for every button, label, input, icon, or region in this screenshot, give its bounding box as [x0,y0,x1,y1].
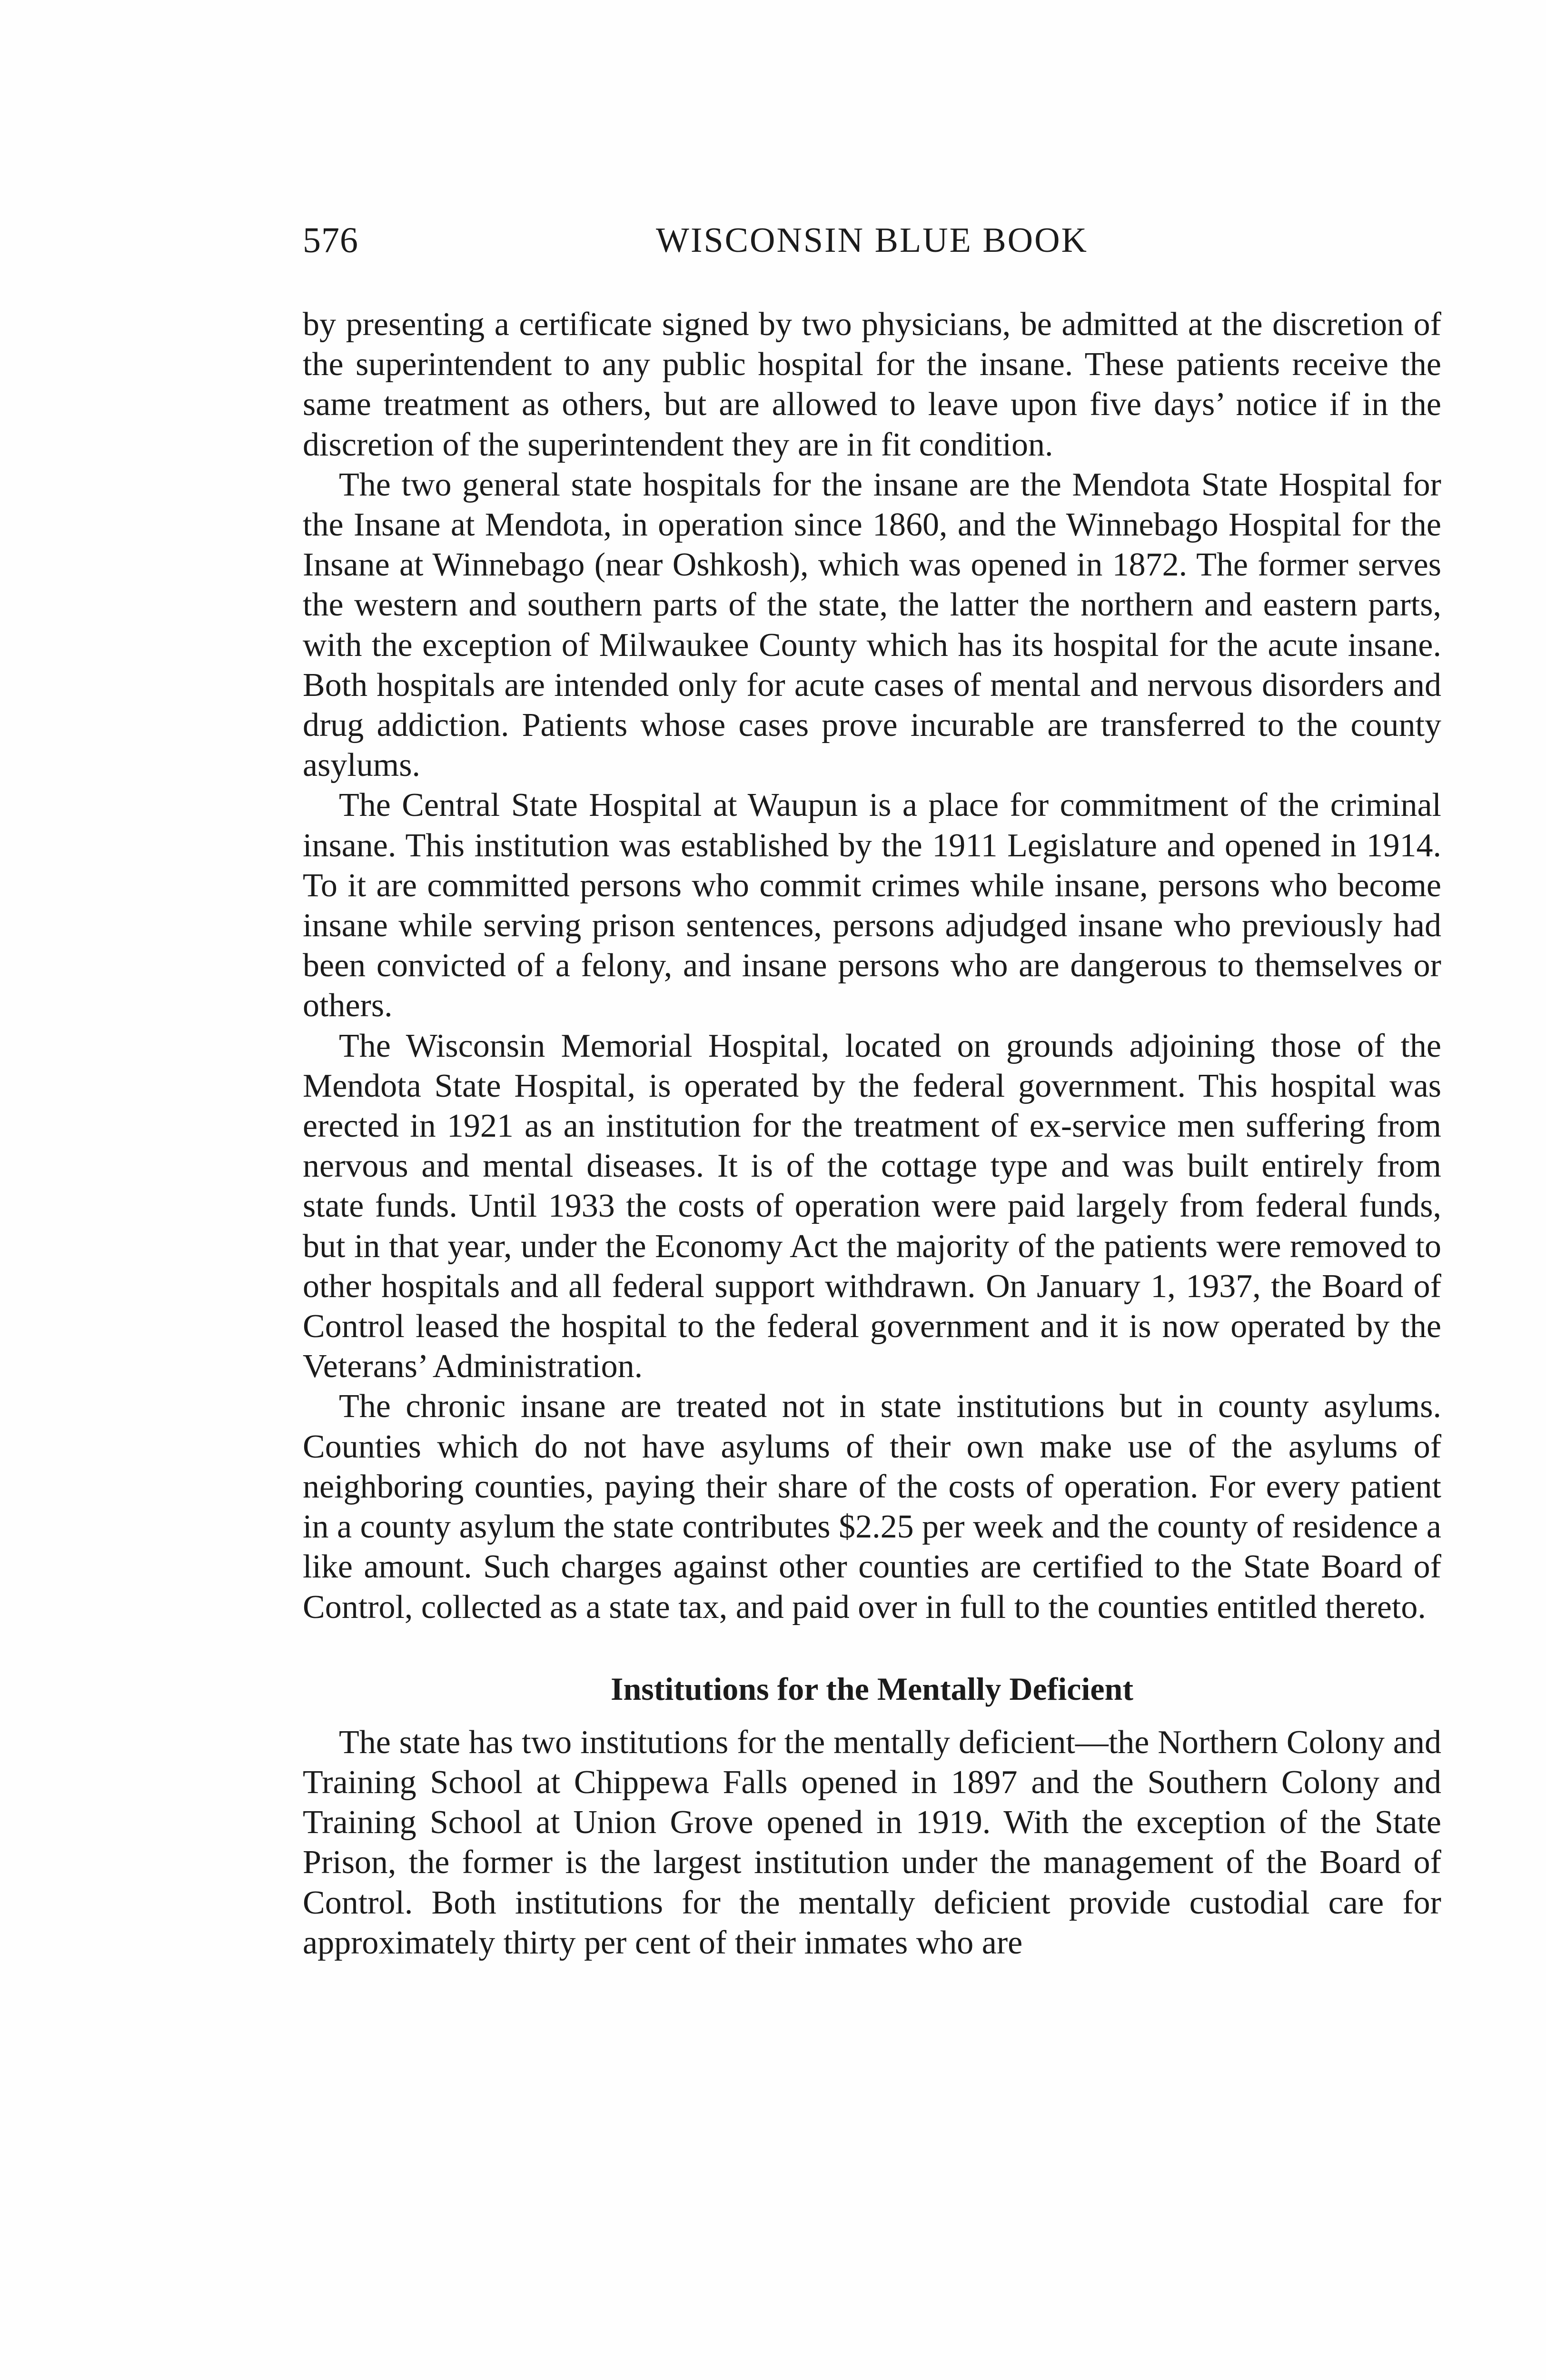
section-heading: Institutions for the Mentally Deficient [611,1670,1133,1707]
paragraph-continued: by presenting a certificate signed by two physicians, be admitted at the discretion of the superintendent to any public hospital for the insane. These patients receive the same treatment as others, but are allowed to leave upon five days’ notice if in the discretion of the superintendent they are in fit condition. [303,306,1441,463]
paragraph-general-hospitals: The two general state hospitals for the insane are the Mendota State Hospital for the Insane at Mendota, in operation since 1860, and the Winnebago Hospital for the Insane at Winnebago (near Oshkosh), which was opened in 1872. The former serves the western and southern parts of the state, the latter the northern and eastern parts, with the exception of Milwaukee County which has its hospital for the acute insane. Both hospitals are intended only for acute cases of mental and nervous disorders and drug addiction. Patients whose cases prove incurable are transferred to the county asylums. [303,466,1441,784]
paragraph-mentally-deficient: The state has two institutions for the mentally deficient—the Northern Colony and Training School at Chippewa Falls opened in 1897 and the Southern Colony and Training School at Union Grove opened in 1919. With the exception of the State Prison, the former is the largest institution under the management of the Board of Control. Both institutions for the mentally deficient provide custodial care for approximately thirty per cent of their inmates who are [303,1724,1441,1961]
paragraph-chronic-insane: The chronic insane are treated not in state institutions but in county asylums. Counties which do not have asylums of their own make use of the asylums of neighboring counties, paying their share of the costs of operation. For every patient in a county asylum the state contributes $2.25 per week and the county of residence a like amount. Such charges against other counties are certified to the State Board of Control, collected as a state tax, and paid over in full to the counties entitled thereto. [303,1388,1441,1626]
body-text [303,305,1441,1963]
page-header [303,214,1441,267]
running-title: WISCONSIN BLUE BOOK [656,221,1088,260]
page-number: 576 [303,220,358,260]
paragraph-memorial-hospital: The Wisconsin Memorial Hospital, located on grounds adjoining those of the Mendota State Hospital, is operated by the federal government. This hospital was erected in 1921 as an institution for the treatment of ex-service men suffering from nervous and mental diseases. It is of the cottage type and was built entirely from state funds. Until 1933 the costs of operation were paid largely from federal funds, but in that year, under the Economy Act the majority of the patients were removed to other hospitals and all federal support withdrawn. On January 1, 1937, the Board of Control leased the hospital to the federal government and it is now operated by the Veterans’ Administration. [303,1027,1441,1385]
paragraph-central-state-hospital: The Central State Hospital at Waupun is a place for commitment of the criminal insane. This institution was established by the 1911 Legislature and opened in 1914. To it are committed persons who commit crimes while insane, persons who become insane while serving prison sentences, persons adjudged insane who previously had been convicted of a felony, and insane persons who are dangerous to themselves or others. [303,787,1441,1024]
